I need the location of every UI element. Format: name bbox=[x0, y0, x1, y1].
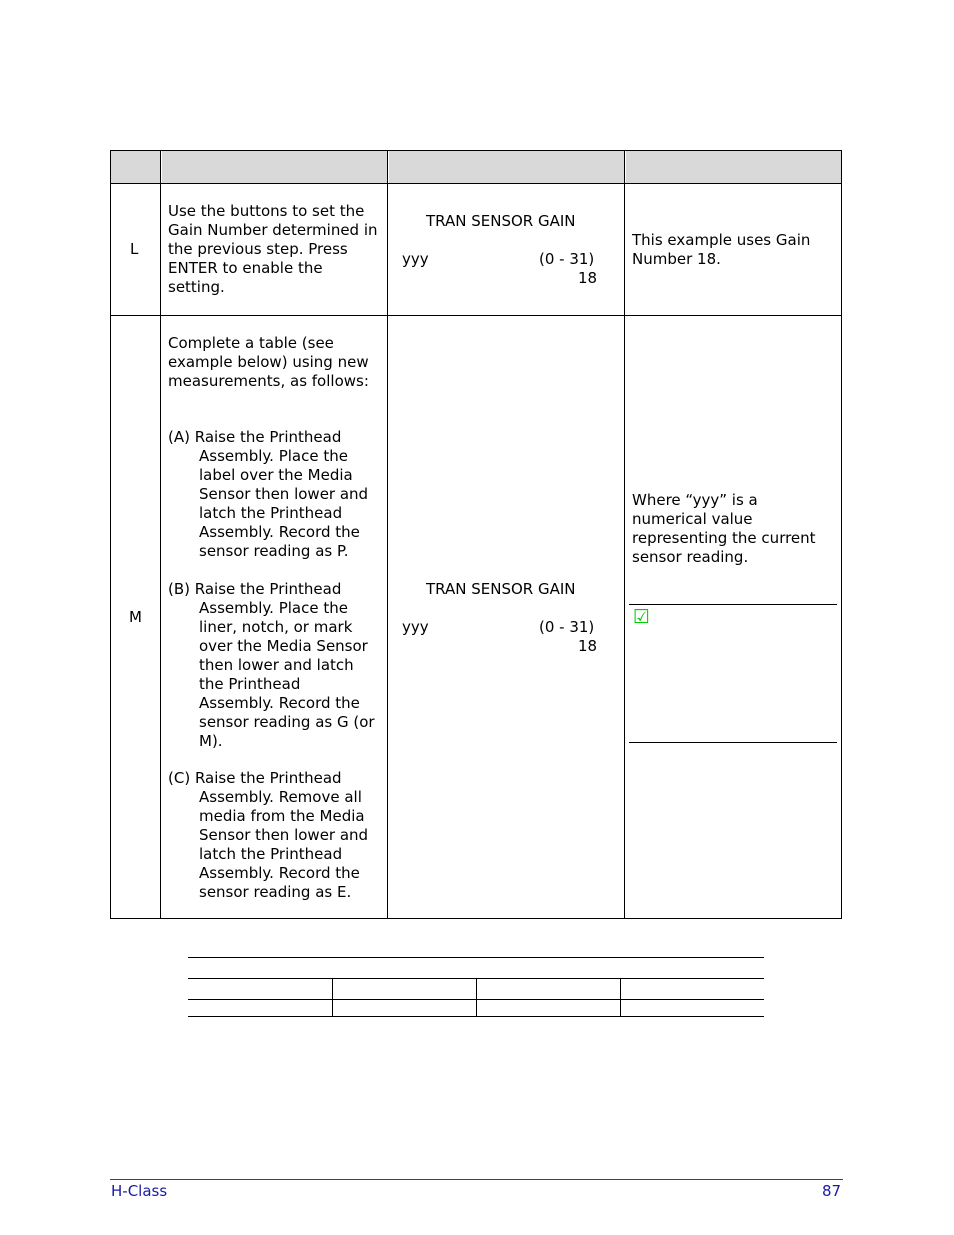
display-value-placeholder: yyy bbox=[402, 618, 429, 636]
step-instruction-intro: Complete a table (see example below) using new measurements, as follows: bbox=[168, 334, 369, 390]
example-divider-2 bbox=[476, 978, 477, 1017]
display-range: (0 - 31) bbox=[539, 250, 595, 268]
step-comment: Where “yyy” is a numerical value representing the current sensor reading. bbox=[632, 491, 816, 566]
table-border-col3 bbox=[624, 150, 625, 919]
footer-rule bbox=[110, 1179, 843, 1180]
display-range: (0 - 31) bbox=[539, 618, 595, 636]
table-border-col2 bbox=[387, 150, 388, 919]
display-gain-value: 18 bbox=[578, 637, 598, 655]
step-item-c: (C) Raise the Printhead Assembly. Remove all media from the Media Sensor then lower and latch the Printhead Assembly. Record the sensor reading as E. bbox=[168, 769, 369, 901]
header-cell-display bbox=[389, 151, 624, 183]
header-cell-action bbox=[162, 151, 387, 183]
step-instruction: Use the buttons to set the Gain Number determined in the previous step. Press ENTER to enable the setting. bbox=[168, 202, 378, 296]
display-title: TRAN SENSOR GAIN bbox=[426, 580, 576, 598]
step-item-b: (B) Raise the Printhead Assembly. Place the liner, notch, or mark over the Media Sensor then lower and latch the Printhead Assembly. Record the sensor reading as G (or M). bbox=[168, 580, 375, 750]
note-rule-top bbox=[629, 604, 837, 605]
display-gain-value: 18 bbox=[578, 269, 598, 287]
step-label: L bbox=[130, 240, 139, 258]
note-box bbox=[629, 604, 837, 743]
table-border-header bbox=[110, 183, 842, 184]
note-rule-bottom bbox=[629, 742, 837, 743]
table-border-left bbox=[110, 150, 111, 919]
display-value-placeholder: yyy bbox=[402, 250, 429, 268]
step-label: M bbox=[129, 608, 142, 626]
table-border-bottom bbox=[110, 918, 842, 919]
example-divider-1 bbox=[332, 978, 333, 1017]
page-number: 87 bbox=[822, 1182, 842, 1200]
step-item-a: (A) Raise the Printhead Assembly. Place the label over the Media Sensor then lower and latch the Printhead Assembly. Record the sensor reading as P. bbox=[168, 428, 369, 560]
checkbox-note-icon: ☑ bbox=[633, 606, 651, 628]
header-cell-step bbox=[111, 151, 160, 183]
table-border-top bbox=[110, 150, 842, 151]
header-cell-comment bbox=[626, 151, 841, 183]
table-border-col1 bbox=[160, 150, 161, 919]
table-border-row-l bbox=[110, 315, 842, 316]
footer-product-name: H-Class bbox=[111, 1182, 168, 1200]
step-comment: This example uses Gain Number 18. bbox=[632, 231, 811, 268]
display-title: TRAN SENSOR GAIN bbox=[426, 212, 576, 230]
example-divider-3 bbox=[620, 978, 621, 1017]
table-border-right bbox=[841, 150, 842, 919]
example-rule-1 bbox=[188, 957, 764, 958]
